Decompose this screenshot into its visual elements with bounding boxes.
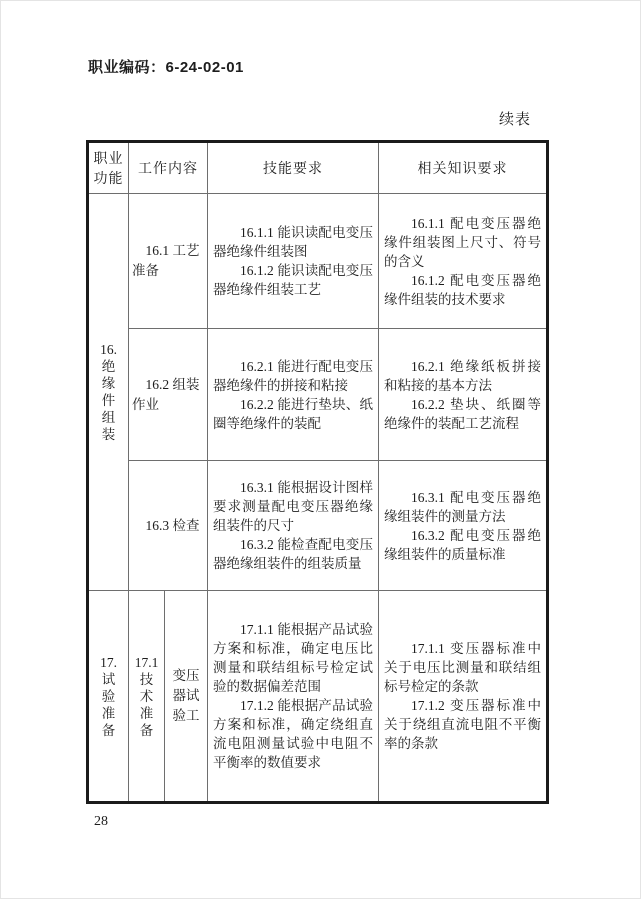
col-header-function: 职业功能 (88, 142, 129, 194)
skill-item: 17.1.1 能根据产品试验方案和标准，确定电压比测量和联结组标号检定试验的数据偏差范围 (213, 622, 373, 694)
function-16 (89, 341, 128, 443)
skills-cell-16-2 (208, 329, 379, 461)
function-cell-17 (88, 591, 129, 803)
table-header-row (88, 142, 548, 194)
continued-table-label: 续表 (498, 112, 531, 128)
function-cell-16 (88, 194, 129, 591)
worker-17 (165, 666, 207, 726)
knowledge-item: 17.1.1 变压器标准中关于电压比测量和联结组标号检定的条款 (384, 641, 541, 694)
skills-cell-16-3 (208, 461, 379, 591)
function-17-name: 试验准备 (101, 671, 116, 738)
work-17-1-name: 技术准备 (139, 671, 154, 738)
function-17-number: 17. (100, 654, 117, 670)
skill-item: 16.1.1 能识读配电变压器绝缘件组装图 (213, 225, 373, 259)
knowledge-item: 16.1.1 配电变压器绝缘件组装图上尺寸、符号的含义 (384, 215, 541, 269)
skill-item: 16.2.2 能进行垫块、纸圈等绝缘件的装配 (213, 396, 373, 431)
knowledge-item: 16.2.2 垫块、纸圈等绝缘件的装配工艺流程 (384, 396, 541, 431)
worker-cell-17 (165, 591, 208, 803)
table-row (88, 194, 548, 329)
work-cell-16-2 (129, 329, 208, 461)
table-row (88, 329, 548, 461)
skill-item: 16.2.1 能进行配电变压器绝缘件的拼接和粘接 (213, 358, 373, 393)
occupational-standard-table (86, 140, 549, 804)
page-number: 28 (94, 814, 108, 829)
skill-item: 16.1.2 能识读配电变压器绝缘件组装工艺 (213, 263, 373, 297)
work-label: 16.1 工艺准备 (132, 243, 200, 278)
occupation-code: 职业编码：6-24-02-01 (88, 59, 244, 76)
skill-item: 17.1.2 能根据产品试验方案和标准，确定绕组直流电阻测量试验中电阻不平衡率的数值要求 (213, 698, 373, 770)
work-label: 16.3 检查 (145, 517, 200, 533)
skills-cell-16-1 (208, 194, 379, 329)
col-header-knowledge: 相关知识要求 (379, 142, 548, 194)
work-label: 16.2 组装作业 (132, 376, 200, 412)
knowledge-item: 17.1.2 变压器标准中关于绕组直流电阻不平衡率的条款 (384, 698, 541, 751)
knowledge-cell-16-1 (379, 194, 548, 329)
work-cell-16-3 (129, 461, 208, 591)
knowledge-item: 16.2.1 绝缘纸板拼接和粘接的基本方法 (384, 358, 541, 393)
function-16-number: 16. (100, 342, 117, 357)
function-16-name: 绝缘件组装 (101, 359, 116, 442)
worker-17-name: 变压器试验工 (172, 668, 200, 723)
knowledge-item: 16.1.2 配电变压器绝缘件组装的技术要求 (384, 272, 541, 307)
knowledge-cell-17-1 (379, 591, 548, 803)
work-17-1-number: 17.1 (134, 654, 159, 670)
work-cell-16-1 (129, 194, 208, 329)
knowledge-item: 16.3.1 配电变压器绝缘组装件的测量方法 (384, 489, 541, 524)
work-cell-17-1 (129, 591, 165, 803)
work-17-1 (129, 654, 164, 739)
knowledge-cell-16-2 (379, 329, 548, 461)
knowledge-cell-16-3 (379, 461, 548, 591)
table-row (88, 461, 548, 591)
skill-item: 16.3.2 能检查配电变压器绝缘组装件的组装质量 (213, 537, 373, 571)
col-header-work: 工作内容 (129, 142, 208, 194)
function-17 (89, 654, 128, 739)
table-row (88, 591, 548, 803)
skills-cell-17-1 (208, 591, 379, 803)
col-header-skills: 技能要求 (208, 142, 379, 194)
skill-item: 16.3.1 能根据设计图样要求测量配电变压器绝缘组装件的尺寸 (213, 480, 373, 533)
knowledge-item: 16.3.2 配电变压器绝缘组装件的质量标准 (384, 527, 541, 562)
